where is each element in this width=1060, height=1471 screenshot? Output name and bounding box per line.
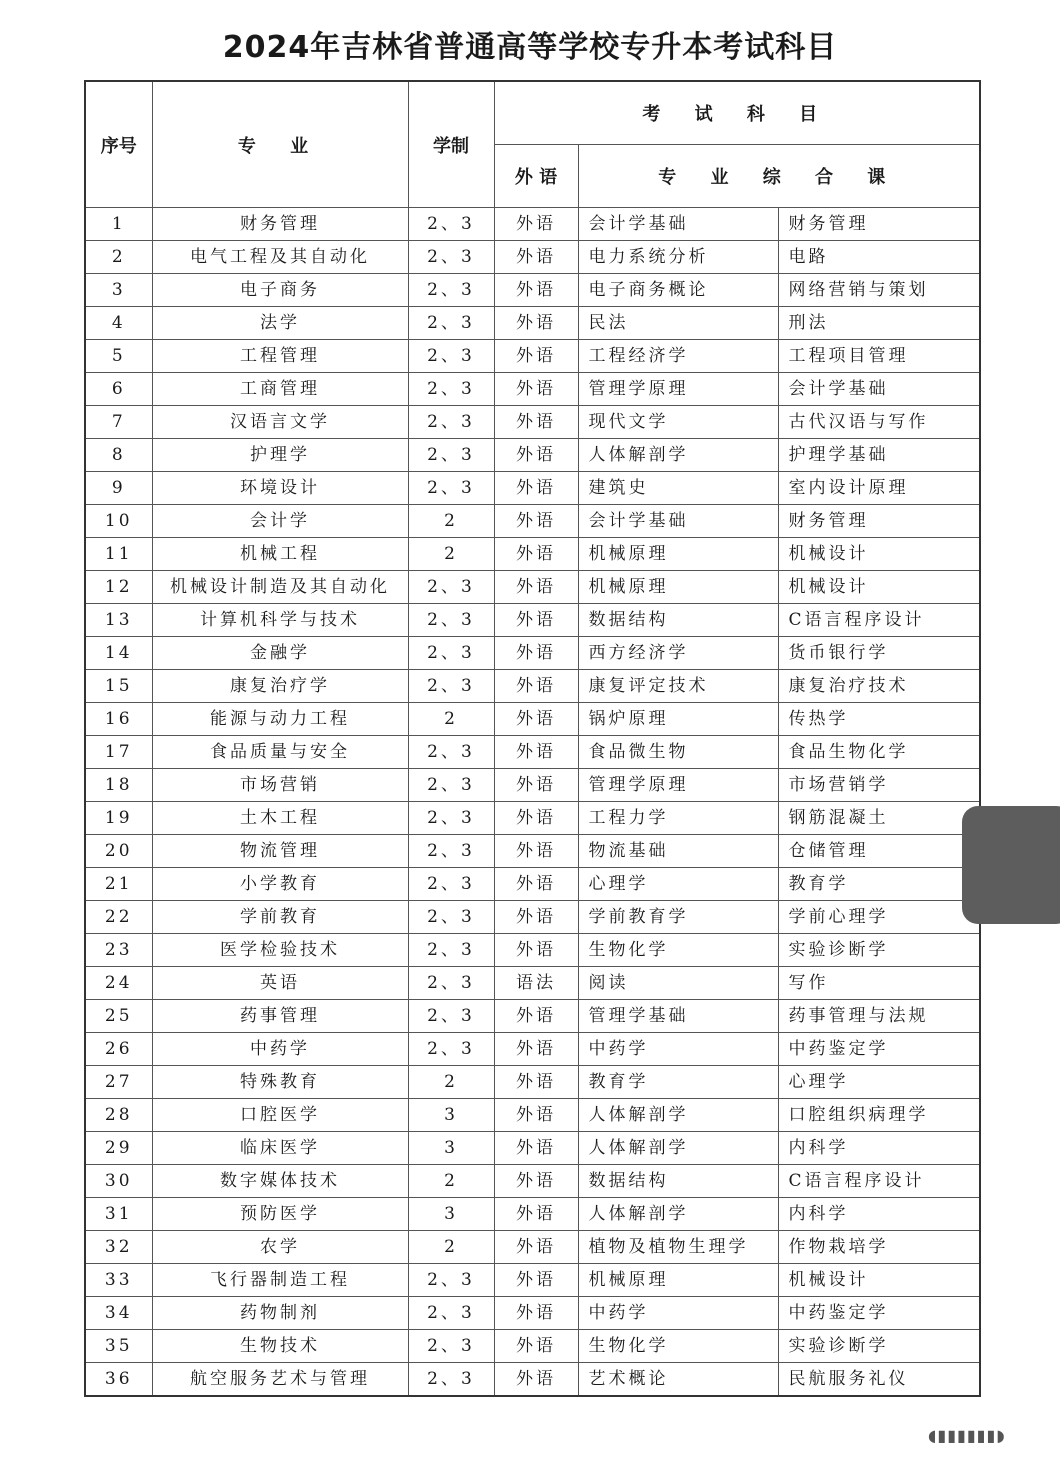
cell-index: 9 — [85, 472, 152, 505]
cell-course-2: 写作 — [778, 967, 980, 1000]
cell-duration: 3 — [408, 1132, 494, 1165]
cell-course-2: 仓储管理 — [778, 835, 980, 868]
cell-major: 小学教育 — [152, 868, 408, 901]
cell-foreign-language: 语法 — [494, 967, 578, 1000]
table-row — [85, 472, 980, 505]
table-row — [85, 1000, 980, 1033]
cell-major: 生物技术 — [152, 1330, 408, 1363]
cell-course-2: C语言程序设计 — [778, 604, 980, 637]
cell-course-2: 心理学 — [778, 1066, 980, 1099]
table-row — [85, 538, 980, 571]
cell-major: 农学 — [152, 1231, 408, 1264]
cell-index: 1 — [85, 208, 152, 241]
cell-course-2: 财务管理 — [778, 505, 980, 538]
table-row — [85, 1198, 980, 1231]
cell-major: 电气工程及其自动化 — [152, 241, 408, 274]
cell-course-1: 管理学原理 — [578, 769, 778, 802]
cell-major: 机械工程 — [152, 538, 408, 571]
table-row — [85, 373, 980, 406]
cell-index: 34 — [85, 1297, 152, 1330]
cell-major: 英语 — [152, 967, 408, 1000]
cell-course-1: 生物化学 — [578, 1330, 778, 1363]
cell-index: 27 — [85, 1066, 152, 1099]
cell-index: 7 — [85, 406, 152, 439]
cell-foreign-language: 外语 — [494, 1165, 578, 1198]
table-row — [85, 670, 980, 703]
cell-duration: 2、3 — [408, 571, 494, 604]
cell-major: 物流管理 — [152, 835, 408, 868]
cell-course-2: 民航服务礼仪 — [778, 1363, 980, 1397]
cell-duration: 2、3 — [408, 901, 494, 934]
table-row — [85, 1231, 980, 1264]
cell-major: 食品质量与安全 — [152, 736, 408, 769]
cell-major: 护理学 — [152, 439, 408, 472]
cell-duration: 2、3 — [408, 340, 494, 373]
cell-foreign-language: 外语 — [494, 1363, 578, 1397]
cell-duration: 2 — [408, 505, 494, 538]
cell-course-1: 现代文学 — [578, 406, 778, 439]
cell-major: 能源与动力工程 — [152, 703, 408, 736]
table-row — [85, 901, 980, 934]
cell-foreign-language: 外语 — [494, 373, 578, 406]
cell-course-2: 财务管理 — [778, 208, 980, 241]
cell-foreign-language: 外语 — [494, 1231, 578, 1264]
cell-index: 8 — [85, 439, 152, 472]
cell-index: 15 — [85, 670, 152, 703]
cell-duration: 2、3 — [408, 835, 494, 868]
cell-index: 21 — [85, 868, 152, 901]
cell-foreign-language: 外语 — [494, 1099, 578, 1132]
cell-major: 土木工程 — [152, 802, 408, 835]
cell-index: 19 — [85, 802, 152, 835]
header-duration: 学制 — [408, 81, 494, 208]
cell-major: 康复治疗学 — [152, 670, 408, 703]
cell-course-1: 艺术概论 — [578, 1363, 778, 1397]
cell-foreign-language: 外语 — [494, 835, 578, 868]
cell-course-1: 阅读 — [578, 967, 778, 1000]
table-row — [85, 835, 980, 868]
cell-course-2: 室内设计原理 — [778, 472, 980, 505]
cell-foreign-language: 外语 — [494, 571, 578, 604]
cell-foreign-language: 外语 — [494, 934, 578, 967]
table-row — [85, 1297, 980, 1330]
cell-course-1: 生物化学 — [578, 934, 778, 967]
cell-major: 特殊教育 — [152, 1066, 408, 1099]
cell-course-1: 数据结构 — [578, 1165, 778, 1198]
header-foreign-language: 外 语 — [494, 145, 578, 208]
cell-duration: 2、3 — [408, 736, 494, 769]
cell-duration: 2、3 — [408, 1330, 494, 1363]
cell-index: 24 — [85, 967, 152, 1000]
cell-foreign-language: 外语 — [494, 637, 578, 670]
cell-course-2: 实验诊断学 — [778, 934, 980, 967]
cell-major: 飞行器制造工程 — [152, 1264, 408, 1297]
cell-major: 临床医学 — [152, 1132, 408, 1165]
cell-duration: 2、3 — [408, 934, 494, 967]
cell-duration: 2 — [408, 538, 494, 571]
cell-major: 汉语言文学 — [152, 406, 408, 439]
cell-index: 32 — [85, 1231, 152, 1264]
cell-course-1: 机械原理 — [578, 1264, 778, 1297]
exam-subjects-table — [84, 80, 981, 1397]
cell-course-2: 康复治疗技术 — [778, 670, 980, 703]
header-comprehensive-course: 专 业 综 合 课 — [578, 145, 980, 208]
cell-course-2: 中药鉴定学 — [778, 1033, 980, 1066]
cell-course-1: 食品微生物 — [578, 736, 778, 769]
cell-course-2: 实验诊断学 — [778, 1330, 980, 1363]
cell-index: 26 — [85, 1033, 152, 1066]
cell-duration: 2、3 — [408, 1000, 494, 1033]
table-row — [85, 967, 980, 1000]
cell-foreign-language: 外语 — [494, 472, 578, 505]
table-row — [85, 1132, 980, 1165]
cell-course-2: 刑法 — [778, 307, 980, 340]
table-row — [85, 637, 980, 670]
cell-major: 药物制剂 — [152, 1297, 408, 1330]
cell-major: 医学检验技术 — [152, 934, 408, 967]
cell-duration: 2、3 — [408, 868, 494, 901]
cell-major: 会计学 — [152, 505, 408, 538]
cell-course-2: 工程项目管理 — [778, 340, 980, 373]
cell-course-2: 古代汉语与写作 — [778, 406, 980, 439]
cell-duration: 2、3 — [408, 1297, 494, 1330]
header-exam-subjects: 考 试 科 目 — [494, 81, 980, 145]
cell-duration: 2、3 — [408, 472, 494, 505]
cell-duration: 3 — [408, 1198, 494, 1231]
cell-course-2: 学前心理学 — [778, 901, 980, 934]
cell-duration: 2 — [408, 1231, 494, 1264]
cell-course-2: 机械设计 — [778, 571, 980, 604]
cell-index: 16 — [85, 703, 152, 736]
cell-course-1: 机械原理 — [578, 538, 778, 571]
table-row — [85, 703, 980, 736]
cell-course-1: 电力系统分析 — [578, 241, 778, 274]
cell-course-1: 机械原理 — [578, 571, 778, 604]
cell-course-1: 建筑史 — [578, 472, 778, 505]
cell-foreign-language: 外语 — [494, 1066, 578, 1099]
table-row — [85, 736, 980, 769]
cell-duration: 2、3 — [408, 1033, 494, 1066]
cell-course-1: 教育学 — [578, 1066, 778, 1099]
cell-duration: 2、3 — [408, 802, 494, 835]
table-row — [85, 802, 980, 835]
cell-foreign-language: 外语 — [494, 769, 578, 802]
cell-foreign-language: 外语 — [494, 604, 578, 637]
cell-major: 中药学 — [152, 1033, 408, 1066]
cell-foreign-language: 外语 — [494, 340, 578, 373]
cell-index: 22 — [85, 901, 152, 934]
cell-duration: 2 — [408, 703, 494, 736]
cell-foreign-language: 外语 — [494, 406, 578, 439]
table-row — [85, 769, 980, 802]
cell-index: 17 — [85, 736, 152, 769]
cell-index: 10 — [85, 505, 152, 538]
cell-course-1: 数据结构 — [578, 604, 778, 637]
cell-course-1: 心理学 — [578, 868, 778, 901]
cell-duration: 2、3 — [408, 307, 494, 340]
cell-course-2: 机械设计 — [778, 1264, 980, 1297]
cell-index: 30 — [85, 1165, 152, 1198]
cell-duration: 2、3 — [408, 1264, 494, 1297]
cell-index: 11 — [85, 538, 152, 571]
cell-course-1: 人体解剖学 — [578, 1198, 778, 1231]
cell-duration: 2、3 — [408, 637, 494, 670]
cell-course-1: 锅炉原理 — [578, 703, 778, 736]
cell-index: 12 — [85, 571, 152, 604]
cell-foreign-language: 外语 — [494, 1033, 578, 1066]
cell-course-2: 传热学 — [778, 703, 980, 736]
cell-major: 市场营销 — [152, 769, 408, 802]
cell-course-1: 西方经济学 — [578, 637, 778, 670]
cell-course-2: 内科学 — [778, 1132, 980, 1165]
table-row — [85, 1330, 980, 1363]
cell-index: 36 — [85, 1363, 152, 1397]
cell-duration: 2 — [408, 1066, 494, 1099]
cell-index: 3 — [85, 274, 152, 307]
cell-course-1: 康复评定技术 — [578, 670, 778, 703]
cell-index: 23 — [85, 934, 152, 967]
cell-duration: 2 — [408, 1165, 494, 1198]
cell-foreign-language: 外语 — [494, 1297, 578, 1330]
cell-course-2: 内科学 — [778, 1198, 980, 1231]
cell-course-2: 食品生物化学 — [778, 736, 980, 769]
cell-major: 航空服务艺术与管理 — [152, 1363, 408, 1397]
cell-course-1: 人体解剖学 — [578, 1132, 778, 1165]
table-row — [85, 868, 980, 901]
cell-course-1: 电子商务概论 — [578, 274, 778, 307]
cell-major: 数字媒体技术 — [152, 1165, 408, 1198]
cell-duration: 2、3 — [408, 439, 494, 472]
cell-course-1: 民法 — [578, 307, 778, 340]
cell-major: 财务管理 — [152, 208, 408, 241]
cell-course-1: 中药学 — [578, 1297, 778, 1330]
cell-major: 环境设计 — [152, 472, 408, 505]
cell-foreign-language: 外语 — [494, 274, 578, 307]
cell-duration: 3 — [408, 1099, 494, 1132]
table-row — [85, 1363, 980, 1397]
header-major: 专 业 — [152, 81, 408, 208]
cell-index: 18 — [85, 769, 152, 802]
cell-course-2: 钢筋混凝土 — [778, 802, 980, 835]
cell-course-2: 教育学 — [778, 868, 980, 901]
cell-course-1: 工程经济学 — [578, 340, 778, 373]
cell-foreign-language: 外语 — [494, 241, 578, 274]
cell-duration: 2、3 — [408, 967, 494, 1000]
cell-course-2: 网络营销与策划 — [778, 274, 980, 307]
table-row — [85, 274, 980, 307]
cell-index: 6 — [85, 373, 152, 406]
cell-duration: 2、3 — [408, 208, 494, 241]
page-title: 2024年吉林省普通高等学校专升本考试科目 — [222, 30, 838, 65]
table-row — [85, 1099, 980, 1132]
cell-index: 28 — [85, 1099, 152, 1132]
scroll-indicator-icon: ◖▮▮▮▮▮▮◗ — [928, 1426, 1006, 1445]
cell-course-1: 人体解剖学 — [578, 439, 778, 472]
cell-major: 工程管理 — [152, 340, 408, 373]
cell-course-1: 会计学基础 — [578, 208, 778, 241]
cell-major: 机械设计制造及其自动化 — [152, 571, 408, 604]
table-row — [85, 241, 980, 274]
cell-course-1: 植物及植物生理学 — [578, 1231, 778, 1264]
table-row — [85, 406, 980, 439]
cell-course-2: C语言程序设计 — [778, 1165, 980, 1198]
cell-index: 33 — [85, 1264, 152, 1297]
cell-course-2: 电路 — [778, 241, 980, 274]
cell-foreign-language: 外语 — [494, 736, 578, 769]
cell-index: 2 — [85, 241, 152, 274]
cell-major: 计算机科学与技术 — [152, 604, 408, 637]
cell-course-1: 会计学基础 — [578, 505, 778, 538]
cell-duration: 2、3 — [408, 406, 494, 439]
cell-duration: 2、3 — [408, 604, 494, 637]
table-row — [85, 439, 980, 472]
cell-course-2: 口腔组织病理学 — [778, 1099, 980, 1132]
cell-foreign-language: 外语 — [494, 1132, 578, 1165]
cell-index: 5 — [85, 340, 152, 373]
table-row — [85, 1165, 980, 1198]
table-row — [85, 571, 980, 604]
cell-course-2: 会计学基础 — [778, 373, 980, 406]
cell-foreign-language: 外语 — [494, 439, 578, 472]
cell-major: 法学 — [152, 307, 408, 340]
table-row — [85, 208, 980, 241]
cell-course-1: 管理学原理 — [578, 373, 778, 406]
cell-course-2: 护理学基础 — [778, 439, 980, 472]
cell-course-1: 中药学 — [578, 1033, 778, 1066]
cell-course-1: 管理学基础 — [578, 1000, 778, 1033]
cell-major: 口腔医学 — [152, 1099, 408, 1132]
cell-index: 4 — [85, 307, 152, 340]
cell-course-2: 机械设计 — [778, 538, 980, 571]
cell-course-2: 作物栽培学 — [778, 1231, 980, 1264]
cell-major: 药事管理 — [152, 1000, 408, 1033]
cell-major: 工商管理 — [152, 373, 408, 406]
cell-course-2: 药事管理与法规 — [778, 1000, 980, 1033]
cell-index: 29 — [85, 1132, 152, 1165]
table-row — [85, 1066, 980, 1099]
cell-duration: 2、3 — [408, 241, 494, 274]
cell-foreign-language: 外语 — [494, 1000, 578, 1033]
table-row — [85, 1264, 980, 1297]
cell-index: 13 — [85, 604, 152, 637]
table-row — [85, 1033, 980, 1066]
cell-foreign-language: 外语 — [494, 802, 578, 835]
cell-course-1: 学前教育学 — [578, 901, 778, 934]
cell-major: 金融学 — [152, 637, 408, 670]
cell-major: 学前教育 — [152, 901, 408, 934]
cell-major: 预防医学 — [152, 1198, 408, 1231]
cell-major: 电子商务 — [152, 274, 408, 307]
cell-index: 31 — [85, 1198, 152, 1231]
cell-index: 35 — [85, 1330, 152, 1363]
cell-course-1: 工程力学 — [578, 802, 778, 835]
cell-course-1: 物流基础 — [578, 835, 778, 868]
cell-foreign-language: 外语 — [494, 208, 578, 241]
table-row — [85, 934, 980, 967]
cell-duration: 2、3 — [408, 1363, 494, 1397]
cell-foreign-language: 外语 — [494, 1198, 578, 1231]
cell-duration: 2、3 — [408, 670, 494, 703]
cell-foreign-language: 外语 — [494, 868, 578, 901]
cell-course-2: 中药鉴定学 — [778, 1297, 980, 1330]
cell-foreign-language: 外语 — [494, 1264, 578, 1297]
cell-foreign-language: 外语 — [494, 1330, 578, 1363]
cell-duration: 2、3 — [408, 769, 494, 802]
cell-course-2: 货币银行学 — [778, 637, 980, 670]
cell-foreign-language: 外语 — [494, 538, 578, 571]
cell-index: 20 — [85, 835, 152, 868]
floating-side-panel[interactable] — [962, 806, 1060, 924]
cell-foreign-language: 外语 — [494, 703, 578, 736]
table-row — [85, 505, 980, 538]
cell-foreign-language: 外语 — [494, 505, 578, 538]
cell-duration: 2、3 — [408, 274, 494, 307]
cell-index: 14 — [85, 637, 152, 670]
table-row — [85, 340, 980, 373]
table-row — [85, 604, 980, 637]
table-row — [85, 307, 980, 340]
header-index: 序号 — [85, 81, 152, 208]
cell-course-1: 人体解剖学 — [578, 1099, 778, 1132]
cell-index: 25 — [85, 1000, 152, 1033]
cell-foreign-language: 外语 — [494, 670, 578, 703]
cell-foreign-language: 外语 — [494, 901, 578, 934]
cell-course-2: 市场营销学 — [778, 769, 980, 802]
cell-foreign-language: 外语 — [494, 307, 578, 340]
cell-duration: 2、3 — [408, 373, 494, 406]
